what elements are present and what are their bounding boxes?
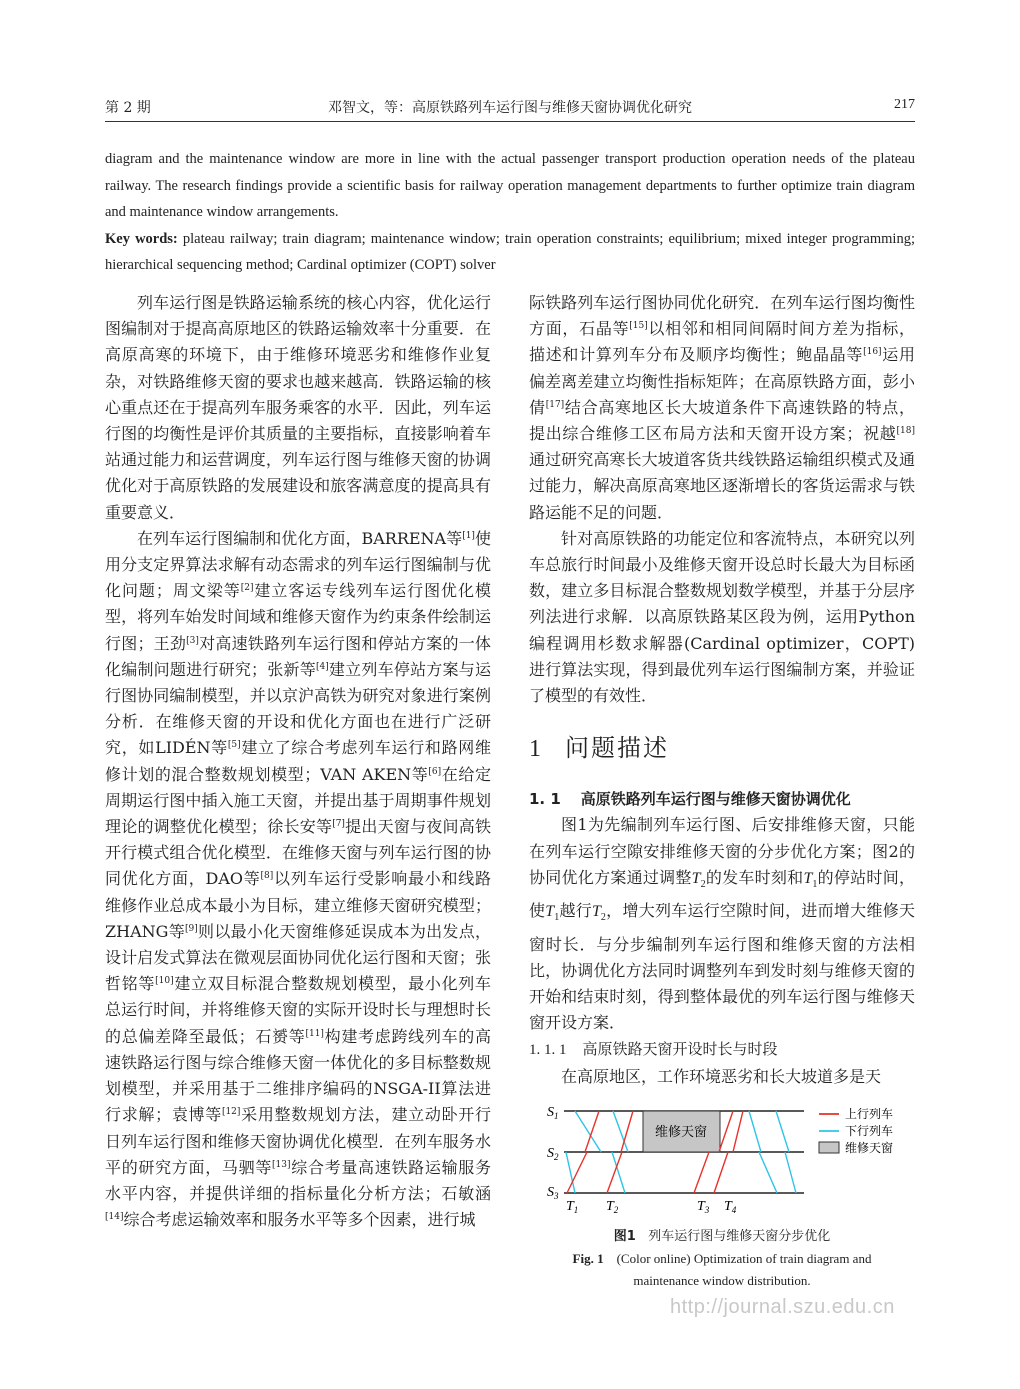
figure-legend bbox=[819, 1106, 893, 1155]
caption-cn: 图1 列车运行图与维修天窗分步优化 bbox=[613, 1229, 831, 1244]
down-train-line bbox=[613, 1111, 628, 1152]
legend-window-label: 维修天窗 bbox=[845, 1141, 894, 1155]
section-1-1-1-heading: 1. 1. 1 高原铁路天窗开设时长与时段 bbox=[529, 1040, 778, 1059]
down-train-line bbox=[759, 1152, 777, 1193]
keywords-label: Key words: bbox=[105, 230, 178, 247]
keywords bbox=[105, 226, 915, 279]
watermark-url: http://journal.szu.edu.cn bbox=[670, 1296, 895, 1318]
section-1-1-1-paragraph: 在高原地区，工作环境恶劣和长大坡道多是天 bbox=[561, 1066, 882, 1086]
station-label-s1: $S_1$ bbox=[547, 1105, 559, 1121]
train-label-t3: $T_3$ bbox=[697, 1199, 710, 1215]
up-train-line bbox=[719, 1111, 733, 1152]
train-label-t4: $T_4$ bbox=[724, 1199, 737, 1215]
intro-paragraph-1: 列车运行图是铁路运输系统的核心内容，优化运行图编制对于提高高原地区的铁路运输效率十分重要．在高原高寒的环境下，由于维修环境恶劣和维修作业复杂，对铁路维修天窗的要求也越来越高．铁路运输的核心重点还在于提高列车服务乘客的水平．因此，列车运行图的均衡性是评价其质量的主要指标，直接影响着车站通过能力和运营调度，列车运行图与维修天窗的协调优化对于高原铁路的发展建设和旅客满意度的提高具有重要意义． bbox=[105, 293, 491, 522]
up-train-line bbox=[621, 1111, 633, 1152]
section-1-1-heading: 1. 1 高原铁路列车运行图与维修天窗协调优化 bbox=[529, 790, 851, 809]
station-label-s2: $S_2$ bbox=[547, 1146, 559, 1162]
legend-window-swatch bbox=[819, 1142, 839, 1153]
abstract-tail bbox=[105, 146, 915, 279]
intro-paragraph-4: 针对高原铁路的功能定位和客流特点，本研究以列车总旅行时间最小及维修天窗开设总时长最大为目标函数，建立多目标混合整数规划数学模型，并基于分层序列法进行求解．以高原铁路某区段为例，运用Python编程调用杉数求解器(Cardinal optimizer，COPT)进行算法实现，得到最优列车运行图编制方案，并验证了模型的有效性． bbox=[529, 528, 915, 706]
up-train-line bbox=[733, 1111, 743, 1152]
figure-1-diagram bbox=[529, 1098, 915, 1228]
down-train-line bbox=[785, 1152, 796, 1193]
up-train-line bbox=[714, 1152, 728, 1193]
intro-paragraph-2: 在列车运行图编制和优化方面，BARRENA等[1]使用分支定界算法求解有动态需求的列车运行图编制与优化问题；周文梁等[2]建立客运专线列车运行图优化模型，将列车始发时间域和维修天窗作为约束条件绘制运行图；王劲[3]对高速铁路列车运行图和停站方案的一体化编制问题进行研究；张新等[4]建立列车停站方案与运行图协同编制模型，并以京沪高铁为研究对象进行案例分析．在维修天窗的开设和优化方面也在进行广泛研究，如LIDÉN等[5]建立了综合考虑列车运行和路网维修计划的混合整数规划模型；VAN AKEN等[6]在给定周期运行图中插入施工天窗，并提出基于周期事件规划理论的调整优化模型；徐长安等[7]提出天窗与夜间高铁开行模式组合优化模型．在维修天窗与列车运行图的协同优化方面，DAO等[8]以列车运行受影响最小和线路维修作业总成本最小为目标，建立维修天窗研究模型；ZHANG等[9]则以最小化天窗维修延误成本为出发点，设计启发式算法在微观层面协同优化运行图和天窗；张哲铭等[10]建立双目标混合整数规划模型，最小化列车总运行时间，并将维修天窗的实际开设时长与理想时长的总偏差降至最低；石赟等[11]构建考虑跨线列车的高速铁路运行图与综合维修天窗一体优化的多目标整数规划模型，并采用基于二维排序编码的NSGA-II算法进行求解；袁博等[12]采用整数规划方法，建立动卧开行日列车运行图和维修天窗协调优化模型．在列车服务水平的研究方面，马驷等[13]综合考量高速铁路运输服务水平内容，并提供详细的指标量化分析方法；石敏涵[14]综合考虑运输效率和服务水平等多个因素，进行城 bbox=[105, 528, 491, 1230]
page-number: 217 bbox=[894, 97, 915, 112]
abstract-text: diagram and the maintenance window are more in line with the actual passenger transport production operation needs of the plateau railway. The research findings provide a scientific basis for railway operation management departments to further optimize train diagram and maintenance window arrangements. bbox=[105, 151, 915, 220]
section-1-heading: 1 问题描述 bbox=[529, 734, 669, 763]
maintenance-window-label: 维修天窗 bbox=[654, 1125, 708, 1140]
keywords-text: plateau railway; train diagram; maintenance window; train operation constraints; equilibrium; mixed integer programming; hierarchical sequencing method; Cardinal optimizer (COPT) solver bbox=[105, 230, 915, 273]
left-column bbox=[105, 290, 491, 1233]
running-title: 邓智文，等：高原铁路列车运行图与维修天窗协调优化研究 bbox=[328, 100, 692, 116]
train-label-t2: $T_2$ bbox=[606, 1199, 619, 1215]
legend-up-label: 上行列车 bbox=[845, 1107, 894, 1121]
down-train-line bbox=[776, 1111, 789, 1152]
down-train-line bbox=[749, 1111, 761, 1152]
caption-en-line-2: maintenance window distribution. bbox=[633, 1273, 811, 1288]
right-column bbox=[529, 290, 915, 1090]
station-labels bbox=[547, 1105, 559, 1201]
station-label-s3: $S_3$ bbox=[547, 1185, 559, 1201]
train-label-t1: $T_1$ bbox=[566, 1199, 579, 1215]
caption-en-line-1: Fig. 1 (Color online) Optimization of train diagram and bbox=[572, 1251, 872, 1266]
train-labels bbox=[566, 1199, 737, 1215]
figure-1-caption bbox=[529, 1226, 915, 1292]
up-train-line bbox=[694, 1152, 709, 1193]
intro-paragraph-3: 际铁路列车运行图协同优化研究．在列车运行图均衡性方面，石晶等[15]以相邻和相同间隔时间方差为指标，描述和计算列车分布及顺序均衡性；鲍晶晶等[16]运用偏差离差建立均衡性指标矩阵；在高原铁路方面，彭小倩[17]结合高寒地区长大坡道条件下高速铁路的特点，提出综合维修工区布局方法和天窗开设方案；祝越[18]通过研究高寒长大坡道客货共线铁路运输组织模式及通过能力，解决高原高寒地区逐渐增长的客货运需求与铁路运能不足的问题． bbox=[529, 293, 915, 522]
issue-number: 第 2 期 bbox=[105, 100, 151, 116]
section-1-1-paragraph: 图1为先编制列车运行图、后安排维修天窗，只能在列车运行空隙安排维修天窗的分步优化方案；图2的协同优化方案通过调整$T_2$的发车时刻和$T_1$的停站时间，使$T_1$越行$T_2$，增大列车运行空隙时间，进而增大维修天窗时长．与分步编制列车运行图和维修天窗的方法相比，协调优化方法同时调整列车到发时刻与维修天窗的开始和结束时刻，得到整体最优的列车运行图与维修天窗开设方案． bbox=[529, 815, 915, 1033]
legend-down-label: 下行列车 bbox=[845, 1124, 894, 1138]
running-header bbox=[105, 97, 915, 122]
